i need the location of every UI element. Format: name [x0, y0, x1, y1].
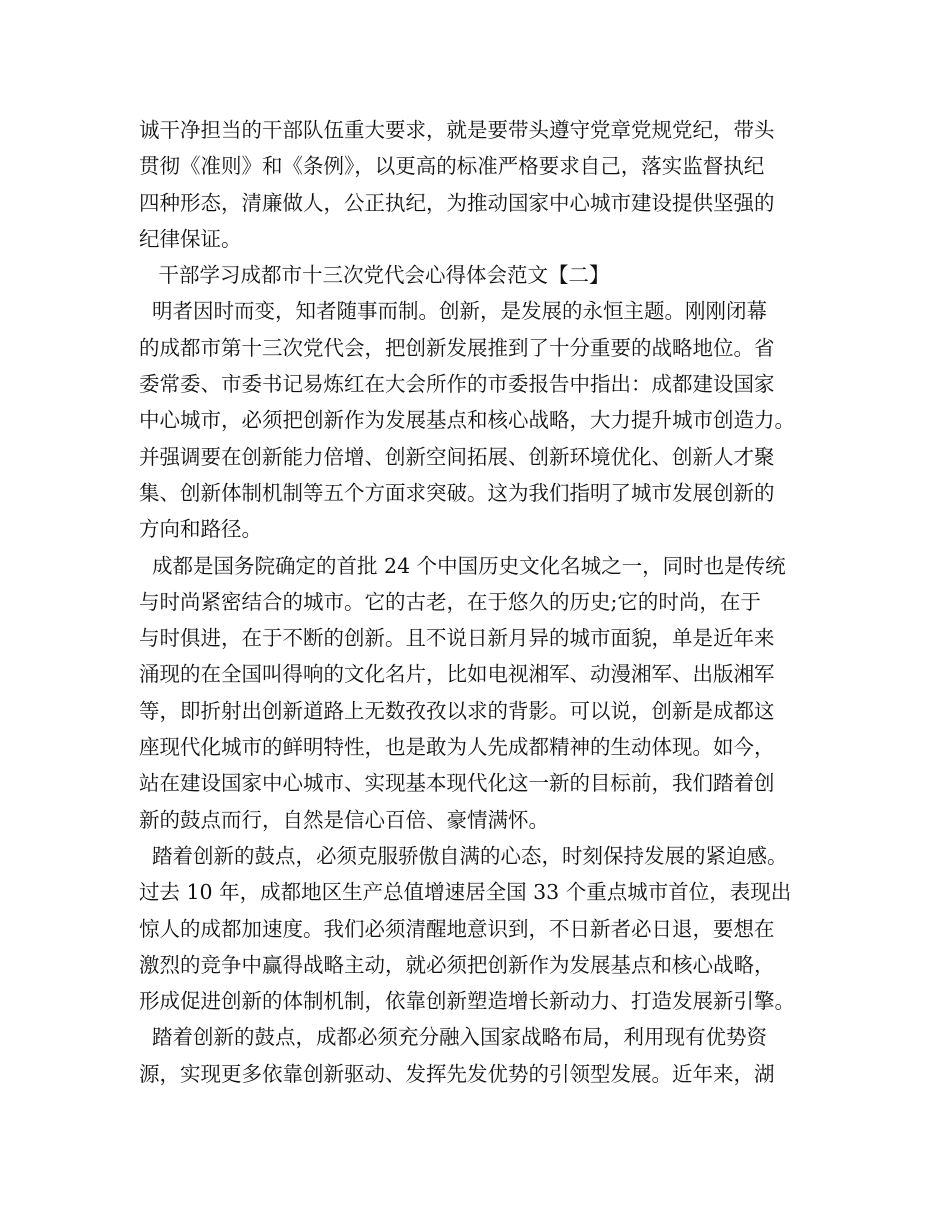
text-line: 过去 10 年，成都地区生产总值增速居全国 33 个重点城市首位，表现出 — [139, 880, 792, 905]
text-line: 座现代化城市的鲜明特性，也是敢为人先成都精神的生动体现。如今， — [139, 735, 775, 760]
text-line: 贯彻《准则》和《条例》，以更高的标准严格要求自己，落实监督执纪 — [139, 154, 765, 179]
document-body — [139, 112, 819, 1092]
text-line: 集、创新体制机制等五个方面求突破。这为我们指明了城市发展创新的 — [139, 480, 775, 505]
text-line: 等，即折射出创新道路上无数孜孜以求的背影。可以说，创新是成都这 — [139, 698, 775, 723]
text-line: 的成都市第十三次党代会，把创新发展推到了十分重要的战略地位。省 — [139, 335, 775, 360]
text-line: 惊人的成都加速度。我们必须清醒地意识到，不日新者必日退，要想在 — [139, 916, 775, 941]
text-line: 委常委、市委书记易炼红在大会所作的市委报告中指出：成都建设国家 — [139, 372, 775, 397]
text-line: 涌现的在全国叫得响的文化名片，比如电视湘军、动漫湘军、出版湘军 — [139, 662, 775, 687]
text-line: 站在建设国家中心城市、实现基本现代化这一新的目标前，我们踏着创 — [139, 771, 775, 796]
text-line: 明者因时而变，知者随事而制。创新，是发展的永恒主题。刚刚闭幕 — [139, 299, 768, 324]
text-line: 与时俱进，在于不断的创新。且不说日新月异的城市面貌，单是近年来 — [139, 626, 775, 651]
text-line: 四种形态，清廉做人，公正执纪，为推动国家中心城市建设提供坚强的 — [139, 190, 775, 215]
text-line: 与时尚紧密结合的城市。它的古老，在于悠久的历史;它的时尚，在于 — [139, 589, 761, 614]
text-line: 踏着创新的鼓点，必须克服骄傲自满的心态，时刻保持发展的紧迫感。 — [139, 843, 788, 868]
text-line: 激烈的竞争中赢得战略主动，就必须把创新作为发展基点和核心战略， — [139, 952, 775, 977]
text-line: 新的鼓点而行，自然是信心百倍、豪情满怀。 — [139, 807, 549, 832]
text-line: 中心城市，必须把创新作为发展基点和核心战略，大力提升城市创造力。 — [139, 408, 795, 433]
text-line: 诚干净担当的干部队伍重大要求，就是要带头遵守党章党规党纪，带头 — [139, 118, 775, 142]
text-line: 并强调要在创新能力倍增、创新空间拓展、创新环境优化、创新人才聚 — [139, 444, 775, 469]
text-line: 踏着创新的鼓点，成都必须充分融入国家战略布局，利用现有优势资 — [139, 1025, 768, 1050]
text-line: 形成促进创新的体制机制，依靠创新塑造增长新动力、打造发展新引擎。 — [139, 989, 795, 1014]
section-heading: 干部学习成都市十三次党代会心得体会范文【二】 — [139, 263, 610, 288]
text-line: 成都是国务院确定的首批 24 个中国历史文化名城之一，同时也是传统 — [139, 553, 786, 578]
text-line: 纪律保证。 — [139, 226, 242, 251]
text-line: 方向和路径。 — [139, 517, 262, 542]
text-line: 源，实现更多依靠创新驱动、发挥先发优势的引领型发展。近年来，湖 — [139, 1061, 775, 1086]
